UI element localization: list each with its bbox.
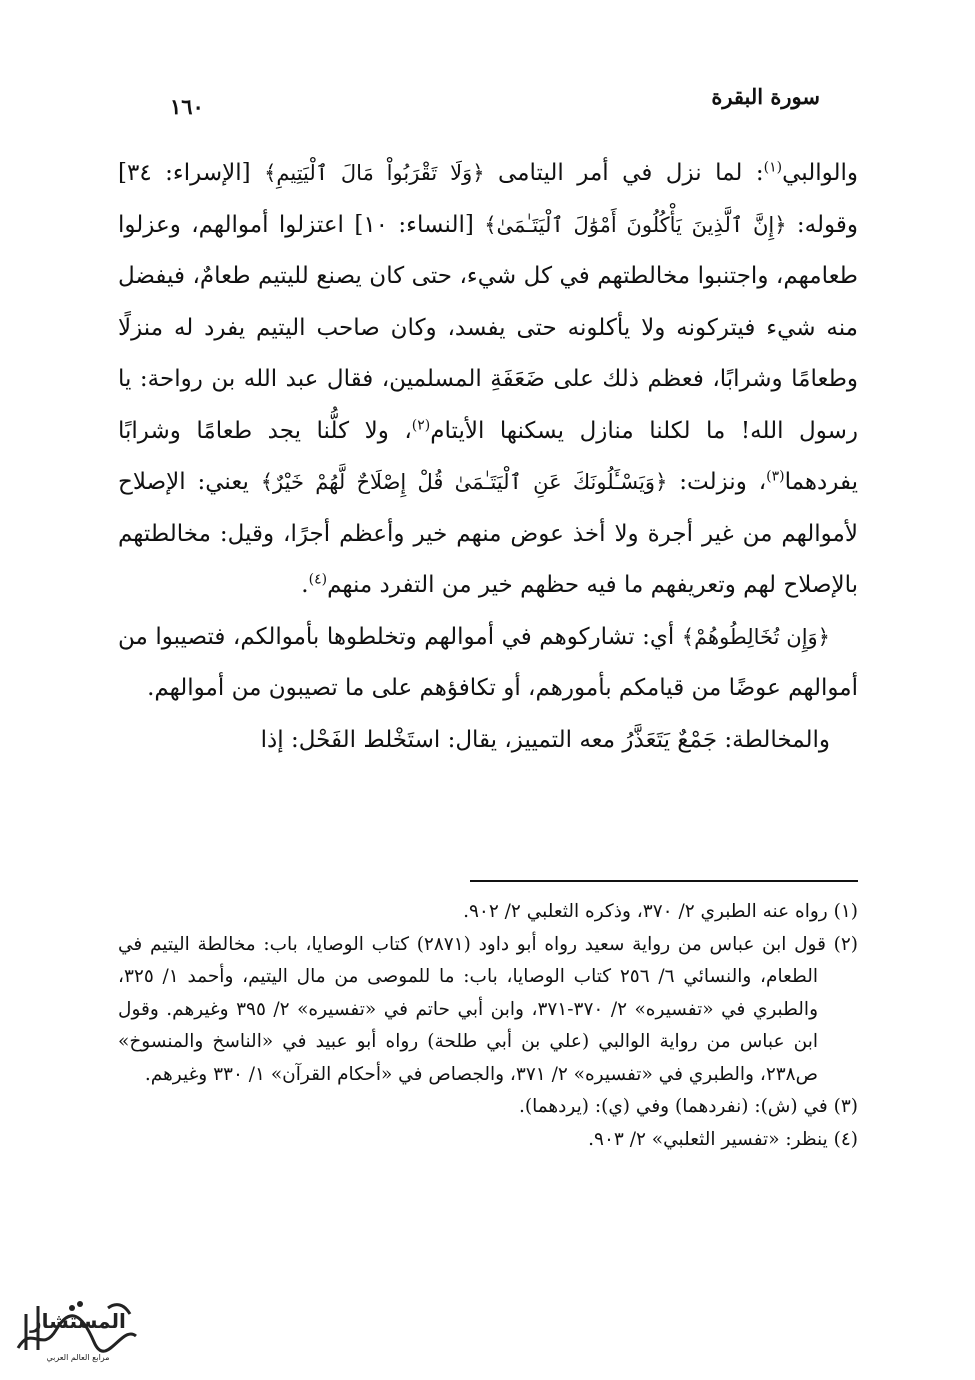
text-segment: ، ونزلت: [667,469,767,495]
footnote-divider [470,880,858,882]
logo-subtext: مرابع العالم العربي [46,1353,110,1362]
footnote-ref-3: (٣) [766,468,785,485]
text-segment: والمخالطة: جَمْعٌ يَتَعَذَّرُ معه التمييز، يقال: استَخْلط الفَحْل: إذا [260,726,830,753]
footnote-ref-4: (٤) [308,571,328,588]
footnotes [118,896,858,1156]
footnote-4: (٤) ينظر: «تفسير الثعلبي» ٢/ ٩٠٣. [588,1128,858,1150]
publisher-logo [12,1284,144,1364]
footnote-1: (١) رواه عنه الطبري ٢/ ٣٧٠، وذكره الثعلبي ٢/ ٩٠٢. [463,901,858,922]
text-segment: ، ولا كلُّنا يجد طعامًا وشرابًا يفردهما [118,417,858,495]
surah-title: سورة البقرة [711,84,820,109]
page-number: ١٦٠ [170,94,204,119]
paragraph-1 [118,148,858,612]
quran-verse: ﴿وَلَا تَقْرَبُواْ مَالَ ٱلْيَتِيمِ﴾ [264,161,485,185]
footnote-2: (٢) قول ابن عباس من رواية سعيد رواه أبو داود (٢٨٧١) كتاب الوصايا، باب: مخالطة اليتيم في الطعام، والنسائي ٦/ ٢٥٦ كتاب الوصايا، باب: ما للموصى من مال اليتيم، وأحمد ١/ ٣٢٥، والطبري في «تفسيره» ٢/ ٣٧٠-٣٧١، وابن أبي حاتم في «تفسيره» ٢/ ٣٩٥ وغيرهم. وقول ابن عباس من رواية الوالبي (علي بن أبي طلحة) رواه أبو عبيد في «الناسخ والمنسوخ» ص٢٣٨، والطبري في «تفسيره» ٢/ ٣٧١، والجصاص في «أحكام القرآن» ١/ ٣٣٠ وغيرهم. [118,933,858,1085]
text-segment: أي: تشاركوهم في أموالهم وتخلطوها بأموالكم، فتصيبوا من أموالهم عوضًا من قيامكم بأمورهم، أو تكافؤهم على ما تصيبون من أموالهم. [118,623,858,701]
text-segment: يعني: الإصلاح لأموالهم من غير أجرة ولا أخذ عوض منهم خير وأعظم أجرًا، وقيل: مخالطتهم بالإصلاح لهم وتعريفهم ما فيه حظهم خير من التفرد منهم [118,469,858,598]
main-text [118,148,858,766]
text-segment: [النساء: ١٠] اعتزلوا أموالهم، وعزلوا طعامهم، واجتنبوا مخالطتهم في كل شيء، حتى كان يصنع لليتيم طعامٌ، فيفضل منه شيء فيتركونه ولا يأكلونه حتى يفسد، وكان صاحب اليتيم يفرد له منزلًا وطعامًا وشرابًا، فعظم ذلك على ضَعَفَةِ المسلمين، فقال عبد الله بن رواحة: يا رسول الله! ما لكلنا منازل يسكنها الأيتام [118,211,858,444]
page-header [170,84,820,124]
logo-text: المستشار [30,1309,126,1333]
quran-verse: ﴿وَإِن تُخَالِطُوهُمْ﴾ [681,624,830,649]
logo-icon [12,1284,144,1364]
paragraph-2 [118,612,858,715]
text-segment: : لما نزل في أمر اليتامى [484,160,764,186]
quran-verse: ﴿وَيَسْـَٔلُونَكَ عَنِ ٱلْيَتَـٰمَىٰ قُلْ إِصْلَاحٌ لَّهُمْ خَيْرٌ﴾ [260,470,668,494]
text-segment: . [301,572,309,598]
footnote-3: (٣) في (ش): (نفردهما) وفي (ي): (يردهما). [519,1096,858,1117]
footnote-ref-2: (٢) [411,416,431,433]
paragraph-3 [118,715,858,767]
text-segment: والوالبي [782,160,859,186]
footnote-ref-1: (١) [763,159,783,176]
quran-verse: ﴿إِنَّ ٱلَّذِينَ يَأْكُلُونَ أَمْوَٰلَ ٱلْيَتَـٰمَىٰ﴾ [484,212,787,237]
text-segment: [الإسراء: ٣٤] وقوله: [118,160,858,238]
